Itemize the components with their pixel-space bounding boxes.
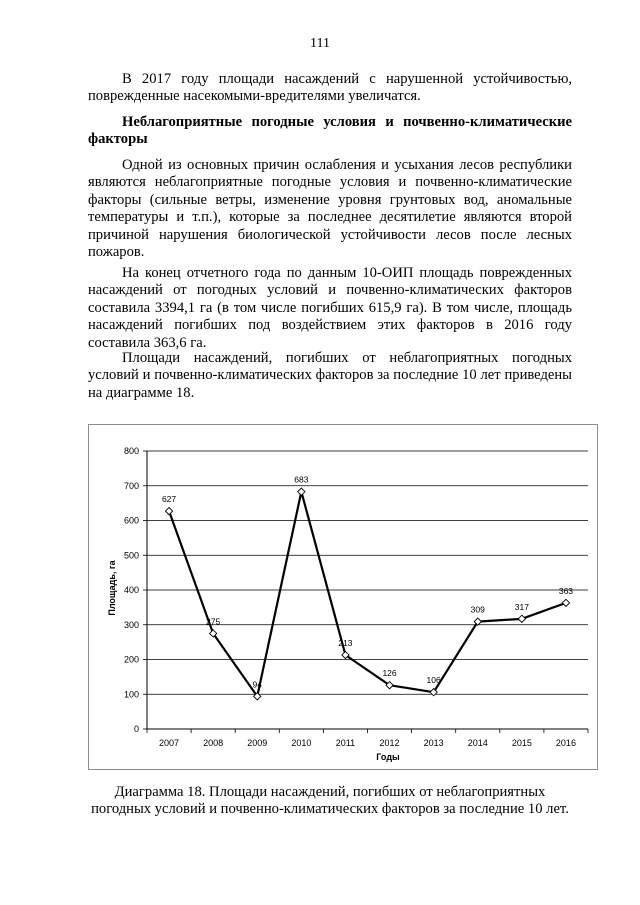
- x-tick-label: 2015: [511, 738, 532, 748]
- x-tick-label: 2010: [291, 738, 312, 748]
- chart-grid: [143, 451, 588, 733]
- data-point-2016: [562, 599, 569, 606]
- chart-caption: Диаграмма 18. Площади насаждений, погибших от неблагоприятных погодных условий и почвенно-климатических факторов за последние 10 лет.: [91, 784, 569, 818]
- y-tick-label: 700: [123, 480, 139, 491]
- series-line: [169, 492, 566, 697]
- data-point-2010: [298, 488, 305, 495]
- data-point-2007: [165, 508, 172, 515]
- y-tick-label: 300: [123, 619, 139, 630]
- paragraph-forecast: В 2017 году площади насаждений с нарушенной устойчивостью, поврежденные насекомыми-вредителями увеличатся.: [88, 71, 572, 105]
- data-label-2008: 275: [206, 616, 221, 627]
- y-tick-label: 800: [123, 446, 139, 456]
- series-line-group: [165, 488, 569, 700]
- data-label-2013: 106: [426, 675, 441, 686]
- data-label-2007: 627: [161, 494, 177, 505]
- x-tick-label: 2011: [335, 738, 356, 748]
- x-tick-labels: [159, 738, 576, 748]
- paragraph-statistics: На конец отчетного года по данным 10-ОИП площадь поврежденных насаждений от погодных условий и почвенно-климатических факторов составила 3394,1 га (в том числе погибших 615,9 га). В том числе, площадь насаждений погибших под воздействием этих факторов в 2016 году составила 363,6 га.: [88, 265, 572, 351]
- data-label-2010: 683: [294, 474, 309, 485]
- y-tick-label: 600: [123, 515, 139, 526]
- data-label-2016: 363: [558, 585, 574, 596]
- x-tick-label: 2012: [379, 738, 400, 748]
- y-axis-label: Площадь, га: [107, 560, 117, 616]
- data-point-2015: [518, 615, 525, 622]
- data-label-2011: 213: [338, 637, 353, 648]
- y-tick-label: 0: [133, 724, 139, 734]
- x-axis-label: Годы: [376, 752, 400, 762]
- page-number: 111: [310, 36, 330, 51]
- line-chart: [89, 425, 597, 769]
- y-tick-label: 500: [123, 550, 139, 561]
- y-tick-label: 100: [123, 689, 139, 700]
- x-tick-label: 2007: [159, 738, 180, 748]
- data-label-2009: 94: [252, 679, 262, 690]
- x-tick-label: 2009: [247, 738, 268, 748]
- x-tick-label: 2016: [555, 738, 576, 748]
- chart-frame: [88, 424, 598, 770]
- y-tick-labels: [124, 446, 139, 734]
- data-label-2014: 309: [470, 604, 485, 615]
- paragraph-diagram-reference: Площади насаждений, погибших от неблагоприятных погодных условий и почвенно-климатических факторов за последние 10 лет приведены на диаграмме 18.: [88, 350, 572, 401]
- data-label-group: [162, 475, 573, 690]
- x-tick-label: 2014: [467, 738, 488, 748]
- paragraph-causes: Одной из основных причин ослабления и усыхания лесов республики являются неблагоприятные погодные условия и почвенно-климатические факторы (сильные ветры, изменение уровня грунтовых вод, аномальные температуры и т.п.), которые за последнее десятилетие являются второй причиной нарушения биологической устойчивости лесов после лесных пожаров.: [88, 157, 572, 261]
- x-tick-label: 2008: [203, 738, 224, 748]
- data-label-2012: 126: [382, 668, 397, 679]
- data-label-2015: 317: [514, 601, 529, 612]
- y-tick-label: 400: [123, 585, 139, 595]
- y-tick-label: 200: [123, 654, 139, 665]
- x-tick-label: 2013: [423, 738, 444, 748]
- section-heading: Неблагоприятные погодные условия и почвенно-климатические факторы: [88, 114, 572, 148]
